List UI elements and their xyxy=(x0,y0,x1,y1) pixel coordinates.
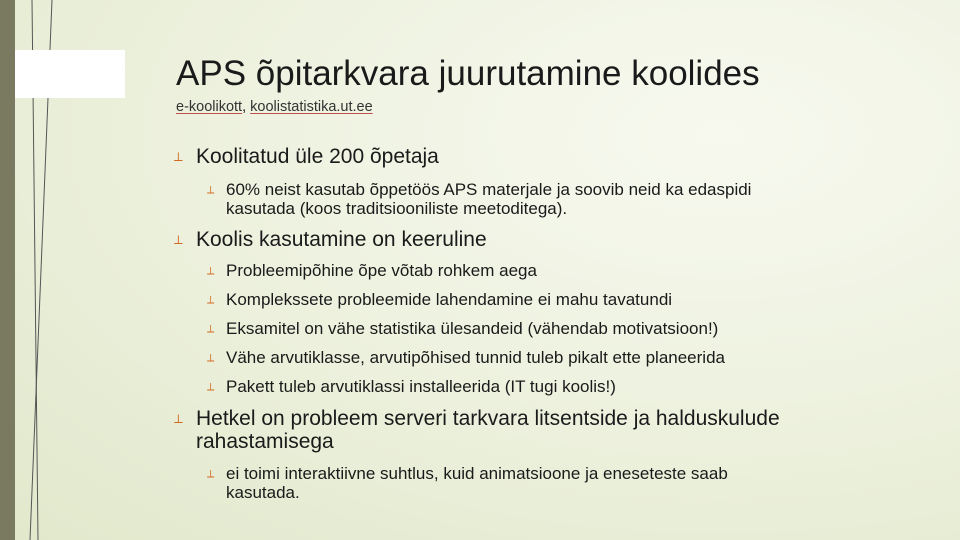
bullet-2: ⟂ Koolis kasutamine on keeruline xyxy=(174,228,487,251)
bullet-2-sub-3: ⟂ Eksamitel on vähe statistika ülesandeid (vähendab motivatsioon!) xyxy=(207,319,719,338)
bullet-3-sub-1-cont: kasutada. xyxy=(226,483,300,502)
diamond-arrow-icon: ⟂ xyxy=(207,184,215,196)
title-banner xyxy=(15,50,125,98)
link-e-koolikott[interactable]: e-koolikott xyxy=(176,99,243,115)
bullet-3: ⟂ Hetkel on probleem serveri tarkvara litsentside ja halduskulude xyxy=(174,407,780,430)
diamond-arrow-icon: ⟂ xyxy=(207,352,215,364)
bullet-1-sub-1: ⟂ 60% neist kasutab õppetöös APS materjale ja soovib neid ka edaspidi xyxy=(207,180,752,199)
source-links xyxy=(176,99,373,115)
diamond-arrow-icon: ⟂ xyxy=(207,323,215,335)
bullet-2-sub-1: ⟂ Probleemipõhine õpe võtab rohkem aega xyxy=(207,261,537,280)
diamond-arrow-icon: ⟂ xyxy=(174,149,183,164)
diamond-arrow-icon: ⟂ xyxy=(207,294,215,306)
bullet-3-sub-1: ⟂ ei toimi interaktiivne suhtlus, kuid animatsioone ja eneseteste saab xyxy=(207,464,728,483)
bullet-1-sub-1-cont: kasutada (koos traditsiooniliste meetoditega). xyxy=(226,199,568,218)
bullet-2-sub-4: ⟂ Vähe arvutiklasse, arvutipõhised tunnid tuleb pikalt ette planeerida xyxy=(207,348,725,367)
diamond-arrow-icon: ⟂ xyxy=(174,411,183,426)
link-koolistatistika[interactable]: koolistatistika.ut.ee xyxy=(250,99,373,115)
diamond-arrow-icon: ⟂ xyxy=(207,468,215,480)
slide-title: APS õpitarkvara juurutamine koolides xyxy=(176,54,760,93)
bullet-2-sub-5: ⟂ Pakett tuleb arvutiklassi installeerida (IT tugi koolis!) xyxy=(207,377,616,396)
link-separator: , xyxy=(242,99,251,115)
bullet-2-sub-2: ⟂ Komplekssete probleemide lahendamine ei mahu tavatundi xyxy=(207,290,673,309)
bullet-1: ⟂ Koolitatud üle 200 õpetaja xyxy=(174,145,439,168)
diamond-arrow-icon: ⟂ xyxy=(207,265,215,277)
diamond-arrow-icon: ⟂ xyxy=(174,232,183,247)
diamond-arrow-icon: ⟂ xyxy=(207,381,215,393)
bullet-3-cont: rahastamisega xyxy=(196,430,334,453)
